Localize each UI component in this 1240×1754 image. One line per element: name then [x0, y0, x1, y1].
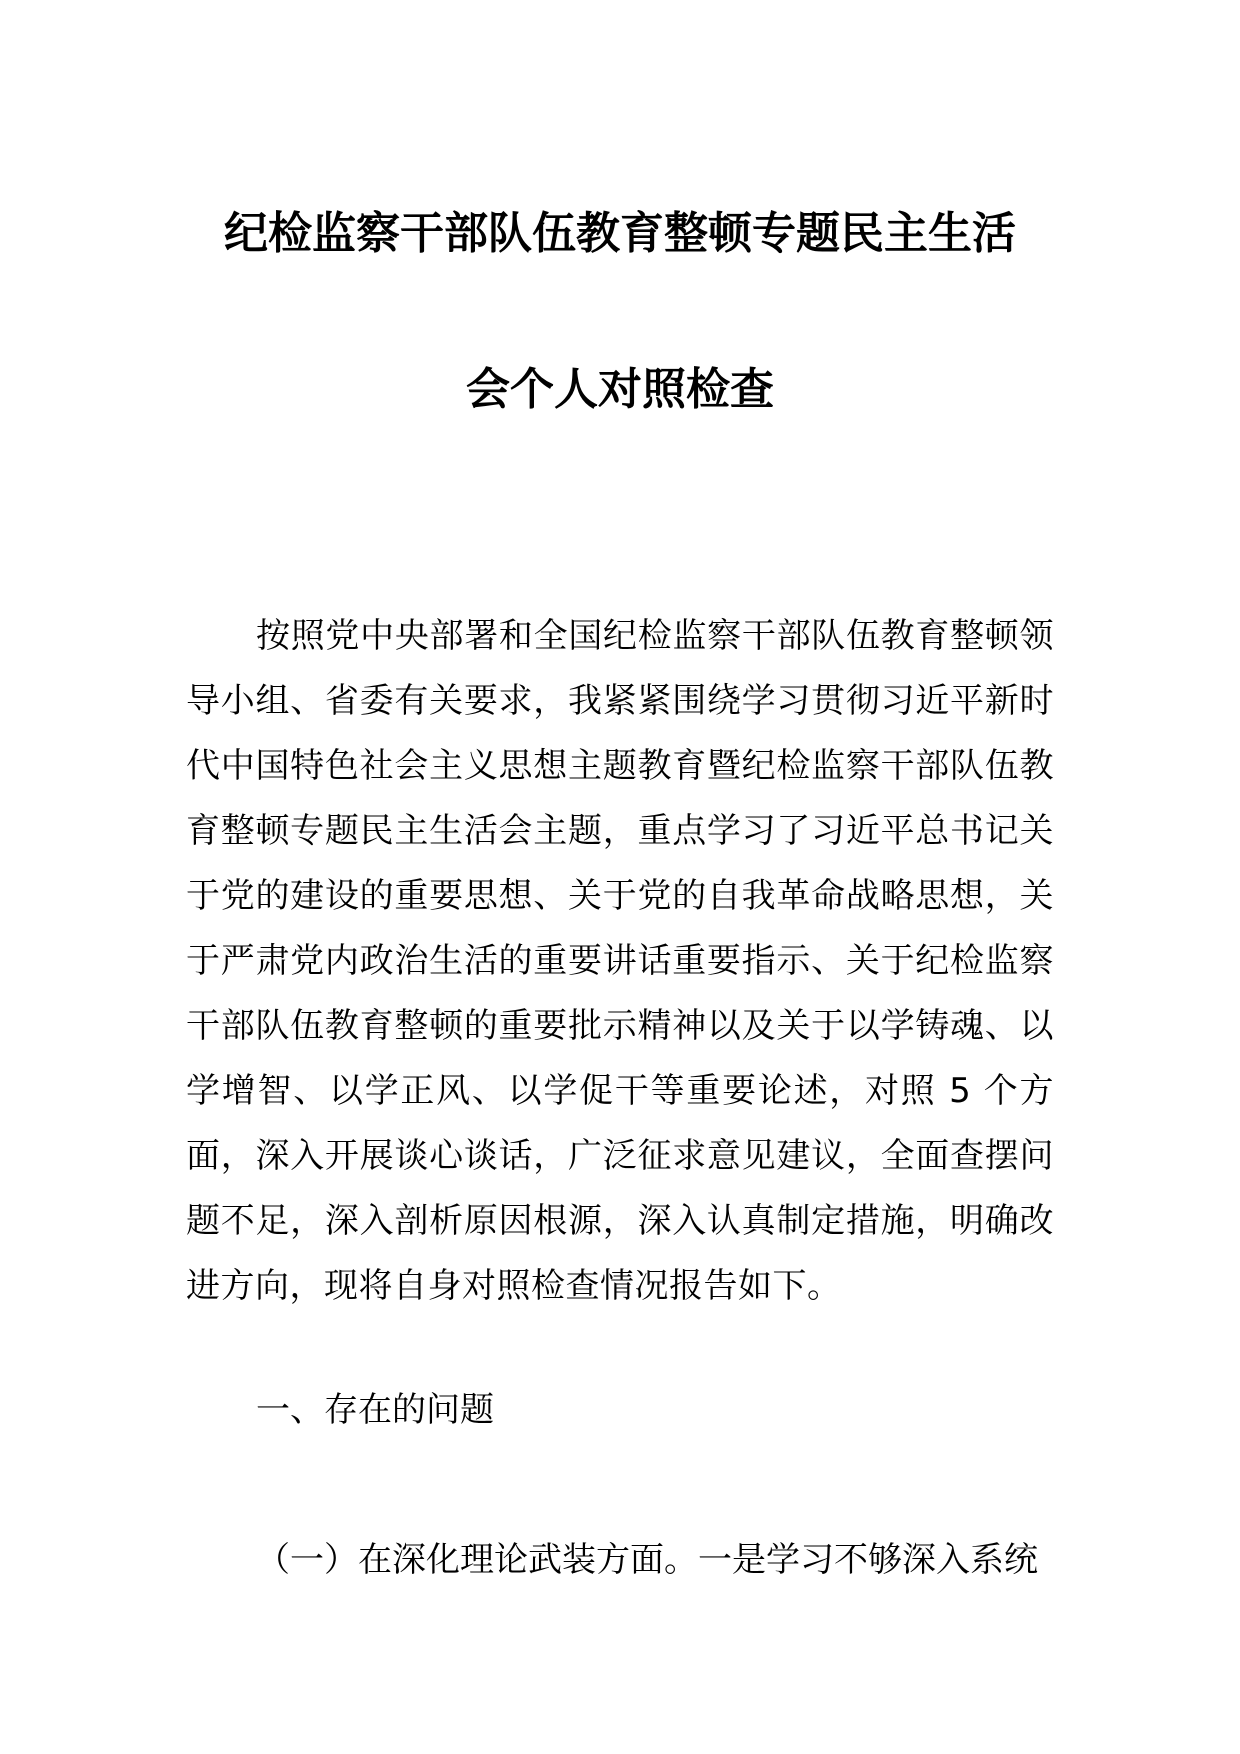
- document-title-line-2: 会个人对照检查: [466, 364, 774, 415]
- section-heading-problems: 一、存在的问题: [256, 1390, 494, 1430]
- document-title-line-1: 纪检监察干部队伍教育整顿专题民主生活: [224, 208, 1016, 259]
- intro-paragraph: 按照党中央部署和全国纪检监察干部队伍教育整顿领导小组、省委有关要求，我紧紧围绕学习贯彻习近平新时代中国特色社会主义思想主题教育暨纪检监察干部队伍教育整顿专题民主生活会主题，重点学习了习近平总书记关于党的建设的重要思想、关于党的自我革命战略思想，关于严肃党内政治生活的重要讲话重要指示、关于纪检监察干部队伍教育整顿的重要批示精神以及关于以学铸魂、以学增智、以学正风、以学促干等重要论述，对照 5 个方面，深入开展谈心谈话，广泛征求意见建议，全面查摆问题不足，深入剖析原因根源，深入认真制定措施，明确改进方向，现将自身对照检查情况报告如下。: [186, 616, 1054, 1306]
- subsection-paragraph-theory: （一）在深化理论武装方面。一是学习不够深入系统: [256, 1540, 1038, 1580]
